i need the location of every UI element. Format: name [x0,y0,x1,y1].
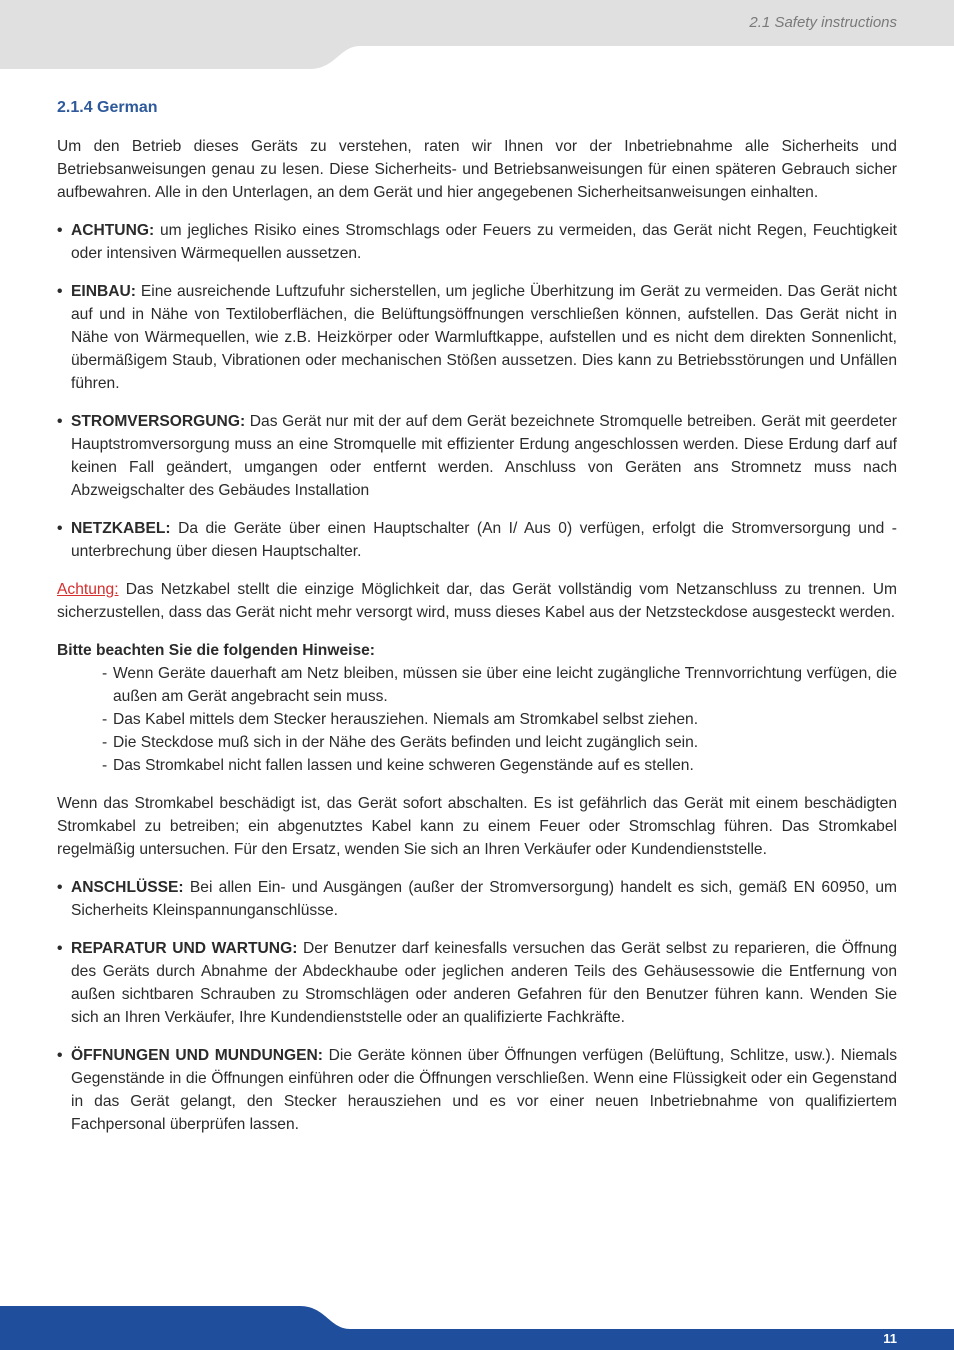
bullet-icon: • [57,1047,63,1064]
bullet-icon: • [57,879,63,896]
bullet-item-achtung [57,219,897,265]
bullet-item-stromversorgung [57,410,897,502]
notes-title: Bitte beachten Sie die folgenden Hinweise: [57,642,375,659]
bullet-icon: • [57,520,63,537]
damage-paragraph: Wenn das Stromkabel beschädigt ist, das Gerät sofort abschalten. Es ist gefährlich das Gerät mit einem beschädigten Stromkabel zu betreiben; ein abgenutztes Kabel kann zu einem Feuer oder Stromschlag führen. Das Stromkabel regelmäßig untersuchen. Für den Ersatz, wenden Sie sich an Ihren Verkäufer oder Kundendienststelle. [57,795,897,858]
dash-icon: - [102,665,108,682]
bullet-item-reparatur [57,937,897,1029]
item-text: Bei allen Ein- und Ausgängen (außer der Stromversorgung) handelt es sich, gemäß EN 60950, um Sicherheits Kleinspannunganschlüsse. [71,879,897,919]
section-heading: 2.1.4 German [57,99,158,116]
item-label: ÖFFNUNGEN UND MUNDUNGEN: [71,1047,324,1064]
item-label: NETZKABEL: [71,520,171,537]
warning-paragraph [57,578,897,624]
bullet-icon: • [57,283,63,300]
bullet-item-einbau [57,280,897,395]
item-text: Eine ausreichende Luftzufuhr sicherstellen, um jegliche Überhitzung im Gerät zu vermeiden. Das Gerät nicht auf und in Nähe von Textiloberflächen, die Belüftungsöffnungen verschließen können, aufstellen. Das Gerät nicht in Nähe von Wärmequellen, wie z.B. Heizkörper oder Warmluftkappe, aufstellen und es nicht dem direkten Sonnenlicht, übermäßigem Staub, Vibrationen oder mechanischen Stößen aussetzen. Dies kann zu Betriebsstörungen und Unfällen führen. [71,283,897,392]
item-text: Die Geräte können über Öffnungen verfügen (Belüftung, Schlitze, usw.). Niemals Gegenstände in die Öffnungen einführen oder die Öffnungen verschließen. Wenn eine Flüssigkeit oder ein Gegenstand in das Gerät gelangt, den Stecker herausziehen und es vor einer neuen Inbetriebnahme von qualifiziertem Fachpersonal überprüfen lassen. [71,1047,897,1133]
item-text: Der Benutzer darf keinesfalls versuchen das Gerät selbst zu reparieren, die Öffnung des Geräts durch Abnahme der Abdeckhaube oder jeglichen anderen Teils des Gehäusessowie die Entfernung von außen sichtbaren Schrauben zu Stromschlägen oder anderen Gefahren für den Benutzer führen kann. Wenden Sie sich an Ihren Verkäufer, Ihre Kundendienststelle oder an qualifizierte Fachkräfte. [71,940,898,1026]
bullet-icon: • [57,222,63,239]
intro-paragraph: Um den Betrieb dieses Geräts zu verstehen, raten wir Ihnen vor der Inbetriebnahme alle Sicherheits und Betriebsanweisungen genau zu lesen. Diese Sicherheits- und Betriebsanweisungen für einen späteren Gebrauch sicher aufbewahren. Alle in den Unterlagen, an dem Gerät und hier angegebenen Sicherheitsanweisungen einhalten. [57,138,897,201]
dash-icon: - [102,734,108,751]
item-label: ACHTUNG: [71,222,155,239]
document-body [57,96,897,1151]
dash-icon: - [102,711,108,728]
header-section-title: 2.1 Safety instructions [749,14,897,31]
bullet-item-netzkabel [57,517,897,563]
item-label: REPARATUR UND WARTUNG: [71,940,298,957]
item-label: ANSCHLÜSSE: [71,879,184,896]
list-item: - Wenn Geräte dauerhaft am Netz bleiben, müssen sie über eine leicht zugängliche Trennvorrichtung verfügen, die außen am Gerät angebracht sein muss. [57,662,897,708]
notes-list [57,662,897,777]
bullet-item-anschluesse [57,876,897,922]
dash-icon: - [102,757,108,774]
list-item: - Das Kabel mittels dem Stecker herausziehen. Niemals am Stromkabel selbst ziehen. [57,708,897,731]
warning-text: Das Netzkabel stellt die einzige Möglichkeit dar, das Gerät vollständig vom Netzanschluss zu trennen. Um sicherzustellen, dass das Gerät nicht mehr versorgt wird, muss dieses Kabel aus der Netzsteckdose ausgesteckt werden. [57,581,897,621]
page-number: 11 [883,1331,897,1346]
bullet-icon: • [57,940,63,957]
item-label: STROMVERSORGUNG: [71,413,246,430]
warning-label: Achtung: [57,581,119,598]
footer-band [0,1296,954,1350]
item-text: um jegliches Risiko eines Stromschlags oder Feuers zu vermeiden, das Gerät nicht Regen, Feuchtigkeit oder intensiven Wärmequellen aussetzen. [71,222,897,262]
list-item: - Das Stromkabel nicht fallen lassen und keine schweren Gegenstände auf es stellen. [57,754,897,777]
header-band [0,0,954,69]
bullet-icon: • [57,413,63,430]
item-text: Das Gerät nur mit der auf dem Gerät bezeichnete Stromquelle betreiben. Gerät mit geerdeter Hauptstromversorgung muss an eine Stromquelle mit effizienter Erdung angeschlossen werden. Diese Erdung darf auf keinen Fall geändert, umgangen oder entfernt werden. Anschluss von Geräten ans Stromnetz muss nach Abzweigschalter des Gebäudes Installation [71,413,897,499]
bullet-item-oeffnungen [57,1044,897,1136]
item-text: Da die Geräte über einen Hauptschalter (An I/ Aus 0) verfügen, erfolgt die Stromversorgung und -unterbrechung über diesen Hauptschalter. [71,520,897,560]
list-item: - Die Steckdose muß sich in der Nähe des Geräts befinden und leicht zugänglich sein. [57,731,897,754]
item-label: EINBAU: [71,283,136,300]
